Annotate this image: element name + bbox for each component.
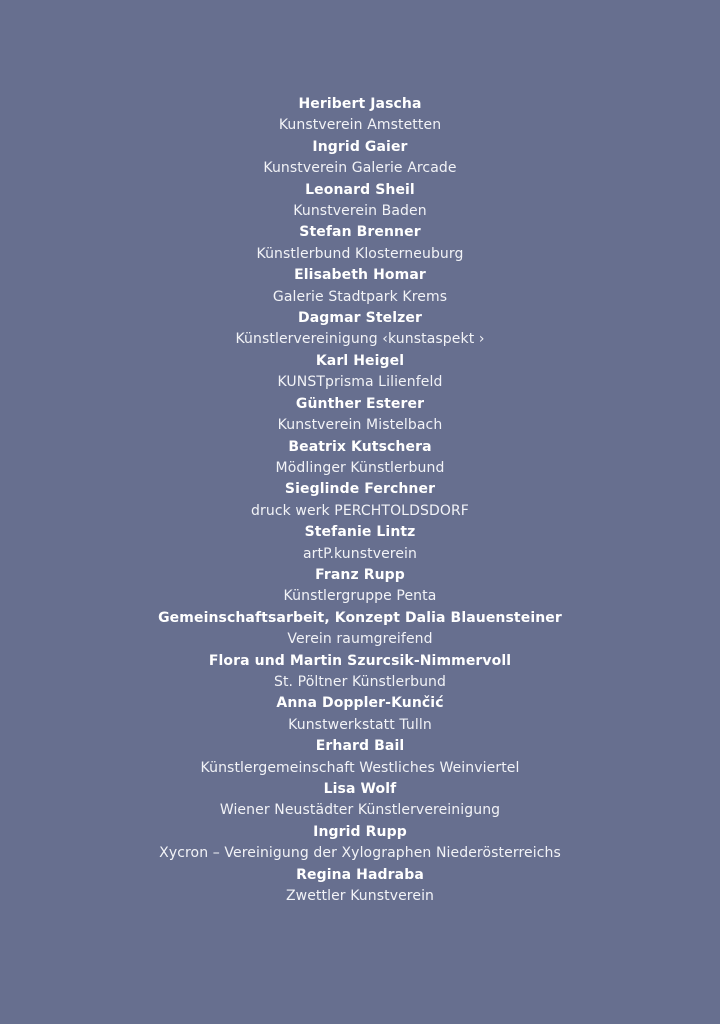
artist-name: Heribert Jascha	[298, 96, 422, 112]
artist-name: Flora und Martin Szurcsik-Nimmervoll	[208, 652, 512, 669]
organization-name: Kunstwerkstatt Tulln	[288, 716, 432, 733]
artist-name: Stefanie Lintz	[304, 524, 416, 541]
organization-name: Künstlergemeinschaft Westliches Weinviertel	[200, 759, 520, 776]
list-item	[0, 522, 720, 565]
artist-name: Ingrid Gaier	[312, 138, 408, 155]
organization-name: Künstlerbund Klosterneuburg	[256, 245, 464, 262]
artist-name: Stefan Brenner	[299, 224, 421, 241]
list-item	[0, 822, 720, 865]
organization-name: druck werk PERCHTOLDSDORF	[251, 502, 469, 519]
artist-name: Leonard Sheil	[305, 181, 415, 198]
artist-name: Ingrid Rupp	[313, 823, 407, 840]
list-item	[0, 308, 720, 351]
artist-name: Günther Esterer	[295, 395, 425, 412]
organization-name: Galerie Stadtpark Krems	[272, 288, 448, 305]
artist-name: Sieglinde Ferchner	[284, 481, 436, 498]
organization-name: Kunstverein Baden	[293, 203, 427, 220]
list-item	[0, 222, 720, 265]
organization-name: Wiener Neustädter Künstlervereinigung	[219, 802, 501, 819]
list-item	[0, 565, 720, 608]
list-item	[0, 608, 720, 651]
artist-name: Erhard Bail	[315, 738, 405, 755]
list-item	[0, 394, 720, 437]
artist-name: Elisabeth Homar	[294, 267, 426, 284]
artist-name: Regina Hadraba	[296, 866, 424, 883]
list-item	[0, 180, 720, 223]
list-item	[0, 437, 720, 480]
list-item	[0, 651, 720, 694]
organization-name: Mödlinger Künstlerbund	[275, 459, 445, 476]
artist-name: Gemeinschaftsarbeit, Konzept Dalia Blauensteiner	[158, 609, 562, 626]
artist-list	[0, 94, 720, 907]
organization-name: Zwettler Kunstverein	[285, 888, 435, 905]
organization-name: Kunstverein Mistelbach	[277, 417, 443, 434]
list-item	[0, 351, 720, 394]
artist-name: Anna Doppler-Kunčić	[276, 695, 444, 712]
artist-name: Dagmar Stelzer	[298, 310, 422, 327]
organization-name: Kunstverein Amstetten	[278, 117, 442, 134]
organization-name: Künstlergruppe Penta	[283, 588, 437, 605]
list-item	[0, 693, 720, 736]
organization-name: Xycron – Vereinigung der Xylographen Niederösterreichs	[159, 845, 561, 862]
organization-name: artP.kunstverein	[302, 545, 418, 562]
artist-name: Franz Rupp	[315, 566, 405, 583]
list-item	[0, 736, 720, 779]
list-item	[0, 94, 720, 137]
artist-name: Lisa Wolf	[323, 781, 397, 797]
list-item	[0, 479, 720, 522]
organization-name: Kunstverein Galerie Arcade	[263, 160, 457, 177]
list-item	[0, 137, 720, 180]
organization-name: KUNSTprisma Lilienfeld	[277, 374, 443, 391]
list-item	[0, 779, 720, 822]
organization-name: Künstlervereinigung ‹kunstaspekt ›	[235, 331, 485, 348]
artist-name: Karl Heigel	[315, 352, 405, 369]
list-item	[0, 265, 720, 308]
list-item	[0, 865, 720, 908]
artist-name: Beatrix Kutschera	[288, 438, 432, 455]
organization-name: Verein raumgreifend	[287, 631, 433, 648]
organization-name: St. Pöltner Künstlerbund	[273, 673, 447, 690]
